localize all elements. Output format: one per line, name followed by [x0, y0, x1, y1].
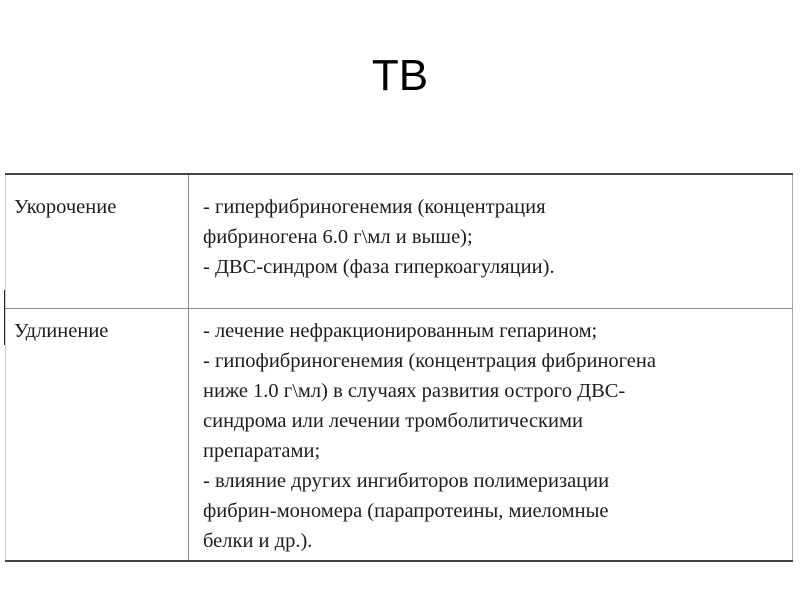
- table-row-prolongation: [6, 309, 793, 562]
- term-cell: [6, 174, 189, 309]
- slide-title: ТВ: [371, 51, 429, 100]
- info-table-container: [5, 173, 793, 550]
- description-line: - влияние других ингибиторов полимеризации: [203, 470, 610, 492]
- description-line: - лечение нефракционированным гепарином;: [203, 320, 598, 342]
- description-line: белки и др.).: [203, 530, 313, 552]
- term-label: Укорочение: [14, 196, 117, 218]
- description-line: синдрома или лечении тромболитическими: [203, 410, 583, 432]
- table-row-shortening: [6, 174, 793, 309]
- description-cell: [189, 174, 793, 309]
- term-label: Удлинение: [14, 320, 109, 342]
- info-table: [5, 173, 793, 562]
- description-cell: [189, 309, 793, 562]
- description-line: фибриногена 6.0 г\мл и выше);: [203, 226, 473, 248]
- description-line: - гиперфибриногенемия (концентрация: [203, 196, 546, 218]
- description-line: ниже 1.0 г\мл) в случаях развития острого ДВС-: [203, 380, 626, 402]
- term-cell: [6, 309, 189, 562]
- description-line: - гипофибриногенемия (концентрация фибриногена: [203, 350, 656, 372]
- description-line: фибрин-мономера (парапротеины, миеломные: [203, 500, 609, 522]
- description-line: - ДВС-синдром (фаза гиперкоагуляции).: [203, 256, 555, 278]
- description-line: препаратами;: [203, 440, 321, 462]
